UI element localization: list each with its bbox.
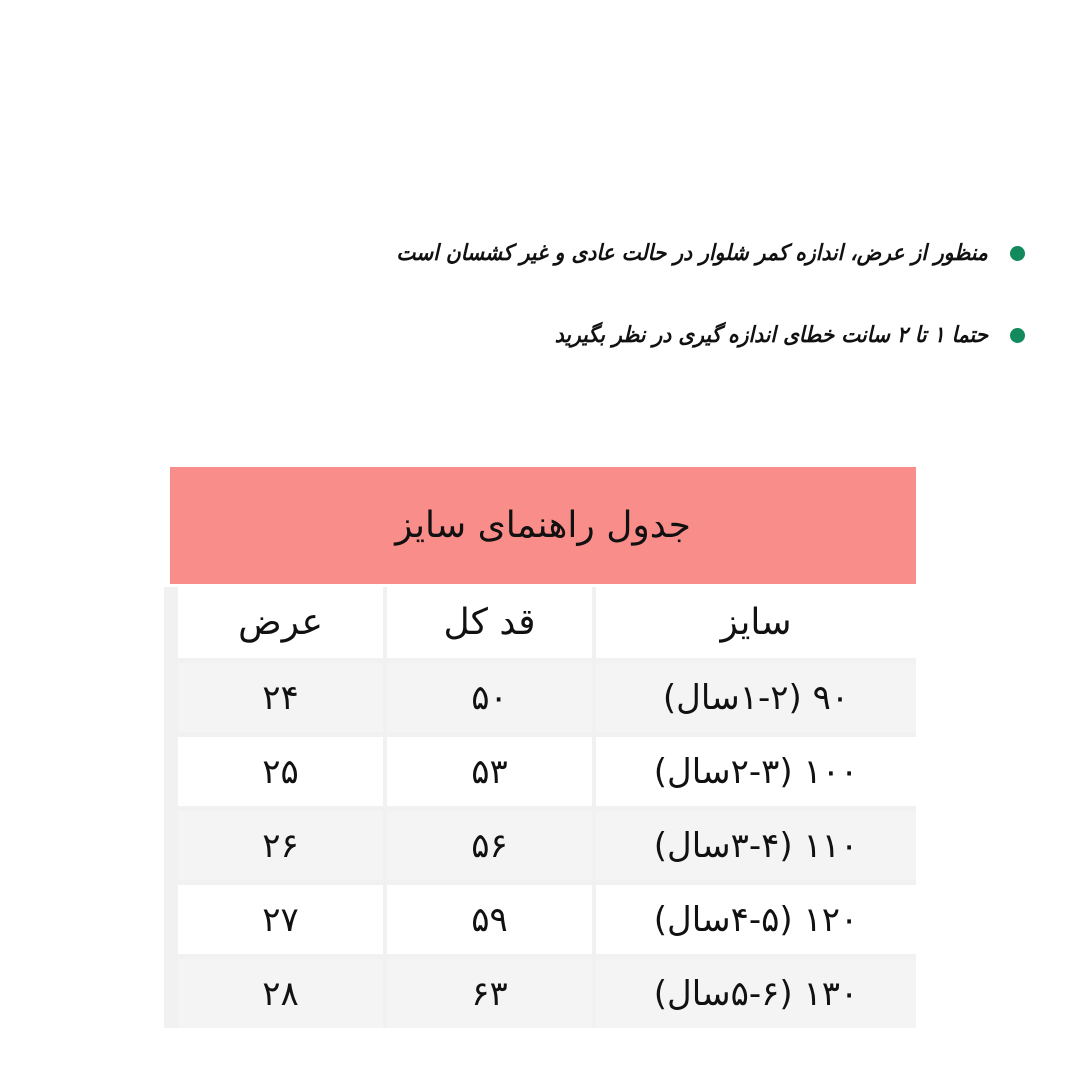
table-title: جدول راهنمای سایز bbox=[170, 467, 916, 584]
cell-total-length: ۵۹ bbox=[387, 885, 592, 954]
table-row bbox=[164, 663, 916, 732]
table-header-row bbox=[164, 587, 916, 658]
cell-total-length: ۵۰ bbox=[387, 663, 592, 732]
cell-width: ۲۵ bbox=[178, 737, 383, 806]
bullet-icon bbox=[1010, 246, 1025, 261]
notes-list bbox=[345, 230, 1025, 394]
table-row bbox=[164, 885, 916, 954]
table-body bbox=[164, 587, 916, 1028]
note-text: منظور از عرض، اندازه کمر شلوار در حالت عادی و غیر کشسان است bbox=[396, 240, 988, 266]
note-item bbox=[345, 230, 1025, 276]
cell-total-length: ۶۳ bbox=[387, 959, 592, 1028]
cell-width: ۲۶ bbox=[178, 811, 383, 880]
cell-width: ۲۸ bbox=[178, 959, 383, 1028]
table-row bbox=[164, 811, 916, 880]
note-item bbox=[345, 312, 1025, 358]
header-total-length: قد کل bbox=[387, 587, 592, 658]
note-text: حتما ۱ تا ۲ سانت خطای اندازه گیری در نظر بگیرید bbox=[554, 322, 988, 348]
size-guide-table bbox=[164, 467, 916, 1028]
cell-size: ۱۰۰ (۲-۳سال) bbox=[596, 737, 916, 806]
cell-size: ۱۲۰ (۴-۵سال) bbox=[596, 885, 916, 954]
cell-size: ۹۰ (۱-۲سال) bbox=[596, 663, 916, 732]
table-row bbox=[164, 737, 916, 806]
header-width: عرض bbox=[178, 587, 383, 658]
cell-size: ۱۳۰ (۵-۶سال) bbox=[596, 959, 916, 1028]
cell-total-length: ۵۳ bbox=[387, 737, 592, 806]
cell-size: ۱۱۰ (۳-۴سال) bbox=[596, 811, 916, 880]
table-row bbox=[164, 959, 916, 1028]
cell-total-length: ۵۶ bbox=[387, 811, 592, 880]
bullet-icon bbox=[1010, 328, 1025, 343]
cell-width: ۲۷ bbox=[178, 885, 383, 954]
cell-width: ۲۴ bbox=[178, 663, 383, 732]
header-size: سایز bbox=[596, 587, 916, 658]
